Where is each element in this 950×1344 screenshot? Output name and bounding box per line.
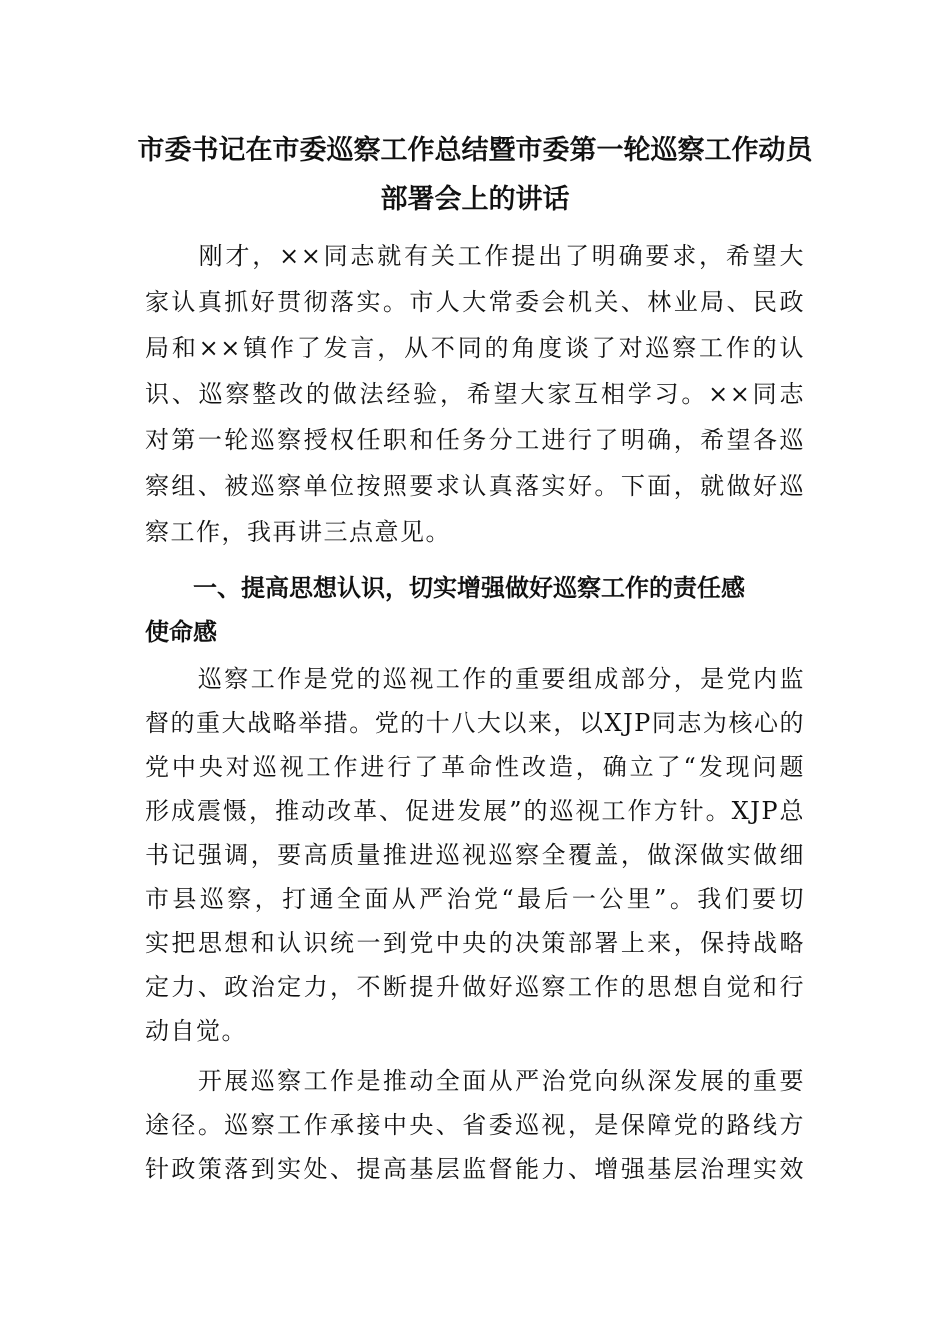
paragraph-2-line-1: 巡察工作是党的巡视工作的重要组成部分，是党内监 xyxy=(145,665,805,693)
paragraph-1-line-5: 对第一轮巡察授权任职和任务分工进行了明确，希望各巡 xyxy=(145,426,805,454)
paragraph-2-line-6: 市县巡察，打通全面从严治党“最后一公里”。我们要切 xyxy=(145,885,805,913)
paragraph-1-line-4: 识、巡察整改的做法经验，希望大家互相学习。××同志 xyxy=(145,380,805,408)
paragraph-2-line-2: 督的重大战略举措。党的十八大以来，以XJP同志为核心的 xyxy=(145,709,805,737)
paragraph-1-line-2: 家认真抓好贯彻落实。市人大常委会机关、林业局、民政 xyxy=(145,288,805,316)
paragraph-3-line-2: 途径。巡察工作承接中央、省委巡视，是保障党的路线方 xyxy=(145,1111,805,1139)
paragraph-1-line-3: 局和××镇作了发言，从不同的角度谈了对巡察工作的认 xyxy=(145,334,805,362)
document-title-line-1: 市委书记在市委巡察工作总结暨市委第一轮巡察工作动员 xyxy=(137,135,813,166)
paragraph-2-line-7: 实把思想和认识统一到党中央的决策部署上来，保持战略 xyxy=(145,929,805,957)
paragraph-2-line-9: 动自觉。 xyxy=(145,1017,247,1045)
paragraph-2-line-8: 定力、政治定力，不断提升做好巡察工作的思想自觉和行 xyxy=(145,973,805,1001)
paragraph-3-line-1: 开展巡察工作是推动全面从严治党向纵深发展的重要 xyxy=(145,1067,805,1095)
paragraph-3-line-3: 针政策落到实处、提高基层监督能力、增强基层治理实效 xyxy=(145,1155,805,1183)
paragraph-1-line-1: 刚才，××同志就有关工作提出了明确要求，希望大 xyxy=(145,242,805,270)
document-title-line-2: 部署会上的讲话 xyxy=(380,184,570,215)
paragraph-1-line-7: 察工作，我再讲三点意见。 xyxy=(145,518,451,546)
section-heading-1-line-2: 使命感 xyxy=(145,618,217,646)
paragraph-2-line-4: 形成震慑，推动改革、促进发展”的巡视工作方针。XJP总 xyxy=(145,797,805,825)
paragraph-2-line-5: 书记强调，要高质量推进巡视巡察全覆盖，做深做实做细 xyxy=(145,841,805,869)
section-heading-1-line-1: 一、提高思想认识，切实增强做好巡察工作的责任感 xyxy=(145,574,745,602)
paragraph-1-line-6: 察组、被巡察单位按照要求认真落实好。下面，就做好巡 xyxy=(145,472,805,500)
paragraph-2-line-3: 党中央对巡视工作进行了革命性改造，确立了“发现问题 xyxy=(145,753,805,781)
